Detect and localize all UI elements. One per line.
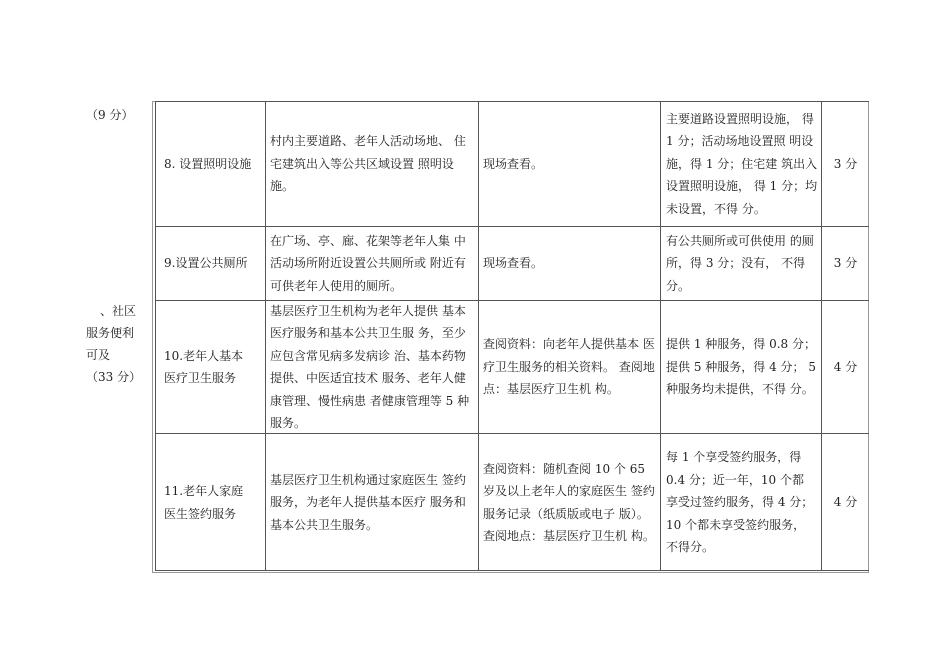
assessment-table bbox=[152, 101, 869, 573]
table-cell-points: 4 分 bbox=[833, 359, 858, 374]
section-score-label: （9 分） bbox=[86, 108, 134, 122]
table-cell-method: 查阅资料：向老年人提供基本 医疗卫生服务的相关资料。 查阅地点：基层医疗卫生机 构。 bbox=[483, 337, 655, 397]
section-title-line: 可及 bbox=[86, 348, 111, 362]
table-cell-points: 3 分 bbox=[833, 156, 858, 171]
table-cell-requirement: 基层医疗卫生机构通过家庭医生 签约服务，为老年人提供基本医疗 服务和基本公共卫生服务。 bbox=[270, 472, 466, 532]
table-cell-item: 9.设置公共厕所 bbox=[164, 256, 248, 271]
table-cell-standard: 主要道路设置照明设施， 得1 分；活动场地设置照 明设施，得 1 分；住宅建 筑出入设置照明设施， 得 1 分；均未设置，不得 分。 bbox=[666, 111, 818, 216]
table-cell-method: 查阅资料：随机查阅 10 个 65 岁及以上老年人的家庭医生 签约服务记录（纸质版或电子 版）。 查阅地点：基层医疗卫生机 构。 bbox=[483, 461, 655, 543]
table-cell-points: 3 分 bbox=[833, 256, 858, 271]
table-cell-standard: 每 1 个享受签约服务，得 0.4 分；近一年，10 个都 享受过签约服务，得 4 分； 10 个都未享受签约服务， 不得分。 bbox=[666, 450, 814, 555]
table-cell-requirement: 村内主要道路、老年人活动场地、 住宅建筑出入等公共区域设置 照明设施。 bbox=[270, 134, 466, 194]
table-cell-item: 11.老年人家庭 医生签约服务 bbox=[164, 484, 244, 521]
table-cell-standard: 提供 1 种服务，得 0.8 分；提供 5 种服务，得 4 分； 5 种服务均未提供，不得 分。 bbox=[666, 337, 816, 397]
table-cell-method: 现场查看。 bbox=[483, 156, 544, 171]
table-cell-standard: 有公共厕所或可供使用 的厕所，得 3 分；没有， 不得分。 bbox=[666, 233, 814, 293]
section-title-label bbox=[86, 300, 141, 388]
table-cell-item: 10.老年人基本 医疗卫生服务 bbox=[164, 348, 244, 385]
section-score-line: （33 分） bbox=[86, 370, 142, 384]
table-cell-requirement: 基层医疗卫生机构为老年人提供 基本医疗服务和基本公共卫生服 务，至少应包含常见病多发病诊 治、基本药物提供、中医适宜技术 服务、老年人健康管理、慢性病患 者健康管理等 5 种服务。 bbox=[270, 303, 470, 430]
table-cell-points: 4 分 bbox=[833, 495, 858, 510]
table-cell-method: 现场查看。 bbox=[483, 256, 544, 271]
section-title-line: 服务便利 bbox=[86, 326, 135, 340]
section-title-line: 、社区 bbox=[100, 304, 137, 318]
table-cell-requirement: 在广场、亭、廊、花架等老年人集 中活动场所附近设置公共厕所或 附近有可供老年人使用的厕所。 bbox=[270, 233, 466, 293]
table-cell-item: 8. 设置照明设施 bbox=[164, 156, 252, 171]
